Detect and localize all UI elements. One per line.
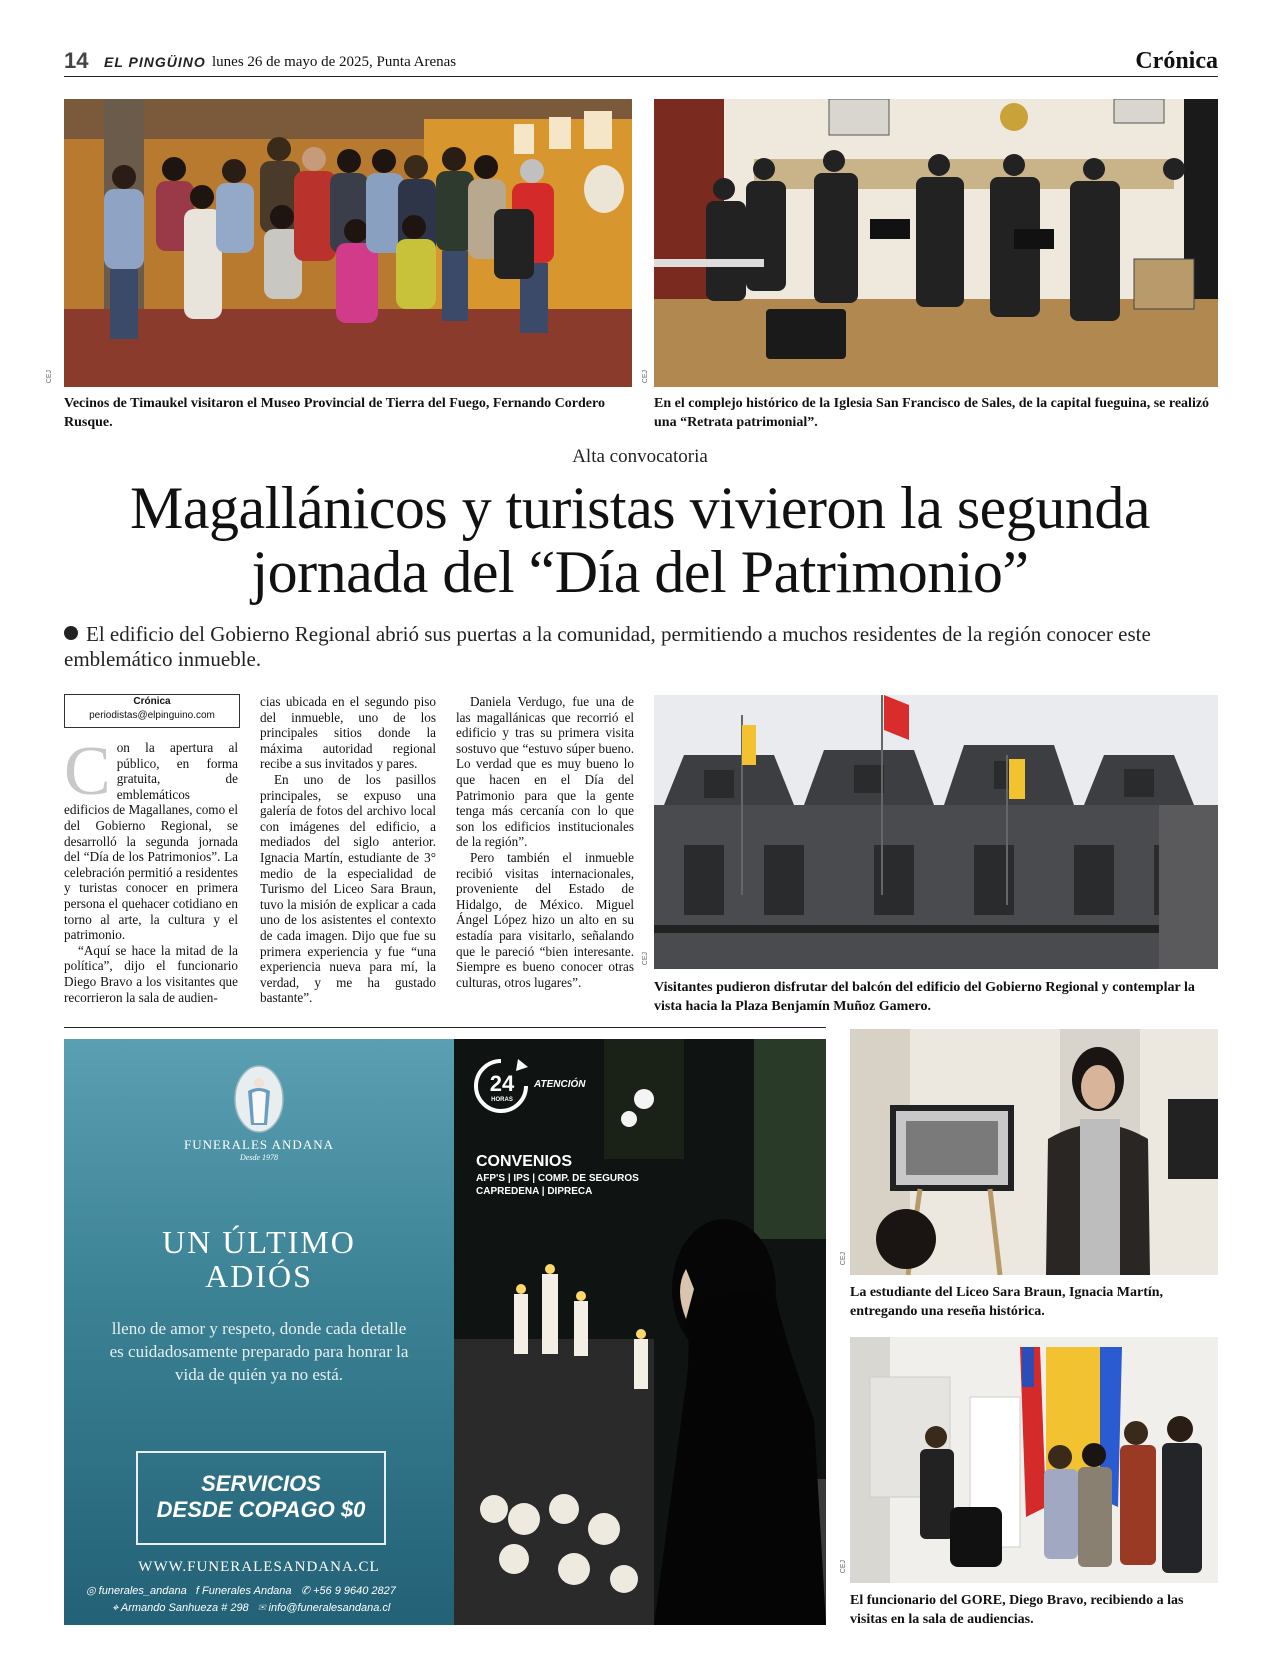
masthead-logo: EL PINGÜINO [104,54,206,70]
article-kicker: Alta convocatoria [572,446,708,467]
photo-credit: CEJ [642,952,649,966]
location-pin-icon: ⌖ [112,1602,119,1614]
page-number: 14 [64,48,89,73]
agreements-line-2: CAPREDENA | DIPRECA [476,1186,593,1197]
button-line-1: SERVICIOS [201,1471,321,1496]
photo-credit: CEJ [840,1560,847,1574]
paragraph-text: on la apertura al público, en forma gratuita, de emblemáticos edificios de Magallanes, como el del Gobierno Regional, se desarrolló la segunda jornada del “Día de los Patrimonios”. La celebración permitió a residentes y turistas conocer en primera persona el quehacer cotidiano en torno al arte, la cultura y el patrimonio. [64,740,238,943]
agreements-title: CONVENIOS [476,1153,573,1170]
student-photo [850,1029,1218,1275]
concert-photo-caption: En el complejo histórico de la Iglesia San Francisco de Sales, de la capital fueguina, se realizó una “Retrata patrimonial”. [654,396,1210,430]
ad-contact-row-2 [112,1602,442,1615]
funeral-ad-photo-panel [454,1039,826,1625]
photo-credit: CEJ [840,1252,847,1266]
building-photo-caption: Visitantes pudieron disfrutar del balcón del edificio del Gobierno Regional y contemplar la vista hacia la Plaza Benjamín Muñoz Gamero. [654,980,1195,1014]
page-header [64,48,1218,77]
button-line-2: DESDE COPAGO $0 [156,1497,366,1522]
facebook-icon: f [195,1585,199,1597]
virgin-mary-icon [234,1065,284,1133]
ad-body-text: lleno de amor y respeto, donde cada detalle es cuidadosamente preparado para honrar la vida de quién ya no está. [109,1319,409,1384]
article-column-1 [64,733,238,1005]
bullet-icon [64,626,78,640]
church-concert-image [654,99,1218,387]
byline-email: periodistas@elpinguino.com [89,710,215,721]
article-headline: Magallánicos y turistas vivieron la segunda jornada del “Día del Patrimonio” [130,475,1150,605]
ad-phone[interactable]: +56 9 9640 2827 [313,1585,396,1597]
instagram-icon: ◎ [86,1585,96,1597]
museum-group-photo [64,99,632,387]
facebook-name[interactable]: Funerales Andana [202,1585,292,1597]
museum-photo-caption: Vecinos de Timaukel visitaron el Museo Provincial de Tierra del Fuego, Fernando Cordero Rusque. [64,396,605,430]
lead-text: El edificio del Gobierno Regional abrió sus puertas a la comunidad, permitiendo a muchos residentes de la región conocer este emblemático inmueble. [64,622,1151,671]
hours-label: HORAS [491,1097,513,1103]
official-receiving-visitors-image [850,1337,1218,1583]
article-paragraph: cias ubicada en el segundo piso del inmueble, uno de los principales sitios donde la máxima autoridad regional recibe a sus invitados y pares. [260,694,436,772]
byline-box [64,694,240,728]
photo-credit: CEJ [46,370,53,384]
instagram-handle[interactable]: funerales_andana [98,1585,187,1597]
ad-since: Desde 1978 [240,1153,278,1162]
agreements-line-1: AFP'S | IPS | COMP. DE SEGUROS [476,1173,639,1184]
attention-label: ATENCIÓN [534,1079,586,1090]
photo-credit: CEJ [642,370,649,384]
article-paragraph: En uno de los pasillos principales, se expuso una galería de fotos del archivo local con imágenes del edificio, a mediados del siglo anterior. Ignacia Martín, estudiante de 3° medio de la especialidad de Turismo del Liceo Sara Braun, tuvo la misión de explicar a cada uno de los asistentes el contexto de cada imagen. Dijo que fue su primera experiencia y fue “una experiencia nueva para mí, la verdad, y me ha gustado bastante”. [260,771,436,1006]
byline-section: Crónica [133,696,171,707]
article-paragraph: “Aquí se hace la mitad de la política”, dijo el funcionario Diego Bravo a los visitantes que recorrieron la sala de audien- [64,942,238,1005]
article-paragraph [64,733,238,943]
ad-email[interactable]: info@funeralesandana.cl [268,1602,391,1614]
phone-icon: ✆ [300,1585,310,1597]
ad-contact-row-1 [86,1584,436,1597]
official-photo [850,1337,1218,1583]
article-paragraph: Pero también el inmueble recibió visitas internacionales, proveniente del Estado de Hidalgo, de México. Miguel Ángel López hizo un alto en su estadía para visitarlo, señalando que le pareció “bien interesante. Siempre es bueno conocer otras culturas, otros lugares”. [456,849,634,990]
mourning-woman-image [454,1039,826,1625]
ad-title [64,1225,454,1293]
museum-group-image [64,99,632,387]
church-concert-photo [654,99,1218,387]
mail-icon: ✉ [257,1602,266,1614]
hours-number: 24 [489,1071,515,1096]
ad-website-link[interactable]: WWW.FUNERALESANDANA.CL [138,1559,380,1575]
section-name: Crónica [1135,48,1218,74]
ad-brand-name: FUNERALES ANDANA [184,1137,334,1152]
student-photo-caption: La estudiante del Liceo Sara Braun, Ignacia Martín, entregando una reseña histórica. [850,1285,1164,1319]
article-column-3 [456,694,634,990]
drop-cap: C [64,733,111,810]
gobierno-regional-building-image [654,695,1218,969]
article-lead [64,622,1164,672]
ad-title-line-2: ADIÓS [205,1258,313,1294]
gobierno-regional-photo [654,695,1218,969]
article-paragraph: Daniela Verdugo, fue una de las magallánicas que recorrió el edificio y tras su primera visita sostuvo que “estuvo súper bueno. Lo verdad que es muy bueno lo que hacen en el Día del Patrimonio para que la gente tenga más cercanía con lo que son los edificios institucionales de la región”. [456,694,634,850]
dateline: lunes 26 de mayo de 2025, Punta Arenas [212,54,457,70]
ad-title-line-1: UN ÚLTIMO [162,1224,356,1260]
article-column-2 [260,694,436,1006]
ad-address: Armando Sanhueza # 298 [120,1602,249,1614]
official-photo-caption: El funcionario del GORE, Diego Bravo, recibiendo a las visitas en la sala de audiencias. [850,1593,1184,1627]
funeral-ad-panel [64,1039,454,1625]
section-divider [64,1027,826,1028]
copago-button[interactable] [136,1451,386,1545]
student-presenting-image [850,1029,1218,1275]
